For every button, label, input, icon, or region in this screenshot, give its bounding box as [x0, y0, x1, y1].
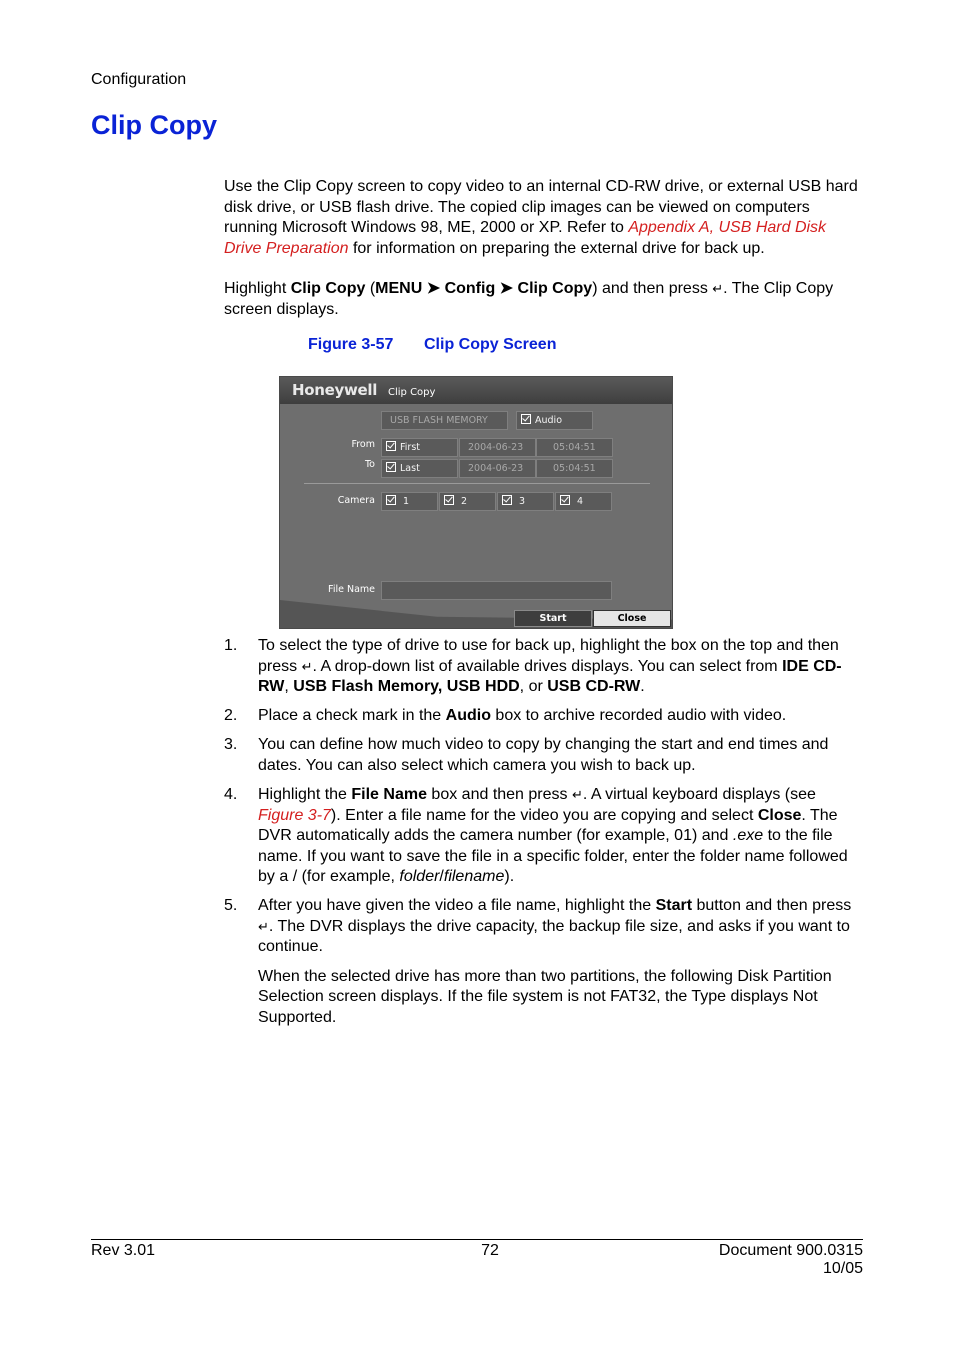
page-title: Clip Copy [91, 110, 217, 140]
checkbox-icon [386, 462, 396, 472]
checkbox-icon [502, 495, 512, 505]
list-item: 4. Highlight the File Name box and then press ↵. A virtual keyboard displays (see Figure 3-7). Enter a file name for the video you are copying and select Close. The DVR automatically adds the camera number (for example, 01) and .exe to the file name. If you want to save the file in a specific folder, enter the folder name followed by a / (for example, folder/filename). [224, 786, 848, 885]
screen-header [280, 377, 672, 404]
drive-select[interactable]: USB FLASH MEMORY [381, 411, 508, 430]
to-time-field[interactable]: 05:04:51 [536, 459, 613, 478]
to-label: To [364, 459, 375, 470]
file-name-label: File Name [328, 584, 375, 595]
page-number: 72 [481, 1242, 499, 1259]
camera-4-checkbox[interactable]: 4 [555, 492, 612, 511]
checkbox-icon [560, 495, 570, 505]
footer-revision: Rev 3.01 [91, 1242, 156, 1259]
list-item: 5. After you have given the video a file name, highlight the Start button and then press ↵. The DVR displays the drive capacity, the backup file size, and asks if you want to continue. When the selected drive has more than two partitions, the following Disk Partition Selection screen displays. If the file system is not FAT32, the Type displays Not Supported. [224, 896, 864, 1028]
enter-key-icon: ↵ [571, 787, 583, 802]
first-checkbox[interactable]: First [381, 438, 458, 457]
file-name-input[interactable] [381, 581, 612, 600]
checkbox-icon [386, 495, 396, 505]
figure-caption: Figure 3-57 Clip Copy Screen [308, 336, 557, 353]
checkbox-icon [521, 414, 531, 424]
camera-3-checkbox[interactable]: 3 [497, 492, 554, 511]
instruction-paragraph: Highlight Clip Copy (MENU ➤ Config ➤ Clip Copy) and then press ↵. The Clip Copy screen displays. [224, 280, 834, 318]
start-button[interactable]: Start [514, 610, 592, 627]
list-item: 1. To select the type of drive to use for back up, highlight the box on the top and then press ↵. A drop-down list of available drives displays. You can select from IDE CD-RW, USB Flash Memory, USB HDD, or USB CD-RW. [224, 637, 842, 695]
close-button[interactable]: Close [593, 610, 671, 627]
section-header: Configuration [91, 71, 187, 88]
enter-key-icon: ↵ [258, 918, 269, 934]
audio-checkbox[interactable]: Audio [516, 411, 593, 430]
screen-title: Clip Copy [388, 387, 436, 398]
camera-2-checkbox[interactable]: 2 [439, 492, 496, 511]
footer-document: Document 900.0315 10/05 [718, 1242, 863, 1277]
to-date-field[interactable]: 2004-06-23 [459, 459, 536, 478]
figure-link[interactable]: Figure 3-7 [258, 806, 331, 824]
intro-paragraph: Use the Clip Copy screen to copy video to an internal CD-RW drive, or external USB hard disk drive, or USB flash drive. The copied clip images can be viewed on computers running Microsoft Windows 98, ME, 2000 or XP. Refer to Appendix A, USB Hard Disk Drive Preparation for information on preparing the external drive for back up. [224, 178, 858, 257]
honeywell-logo: Honeywell [292, 381, 378, 399]
list-item: 3. You can define how much video to copy by changing the start and end times and dates. You can also select which camera you wish to back up. [224, 736, 829, 774]
from-date-field[interactable]: 2004-06-23 [459, 438, 536, 457]
last-checkbox[interactable]: Last [381, 459, 458, 478]
divider [304, 483, 650, 484]
camera-1-checkbox[interactable]: 1 [381, 492, 438, 511]
clip-copy-screen [279, 376, 673, 629]
camera-label: Camera [337, 495, 375, 506]
checkbox-icon [386, 441, 396, 451]
from-time-field[interactable]: 05:04:51 [536, 438, 613, 457]
step-5-note: When the selected drive has more than two partitions, the following Disk Partition Selection screen displays. If the file system is not FAT32, the Type displays Not Supported. [258, 967, 832, 1026]
checkbox-icon [444, 495, 454, 505]
from-label: From [351, 439, 375, 450]
enter-key-icon: ↵ [712, 281, 724, 296]
appendix-link[interactable]: Appendix A, USB Hard Disk Drive Preparation [224, 219, 827, 257]
footer-rule [91, 1239, 863, 1240]
enter-key-icon: ↵ [301, 658, 313, 674]
list-item: 2. Place a check mark in the Audio box to archive recorded audio with video. [224, 707, 787, 724]
